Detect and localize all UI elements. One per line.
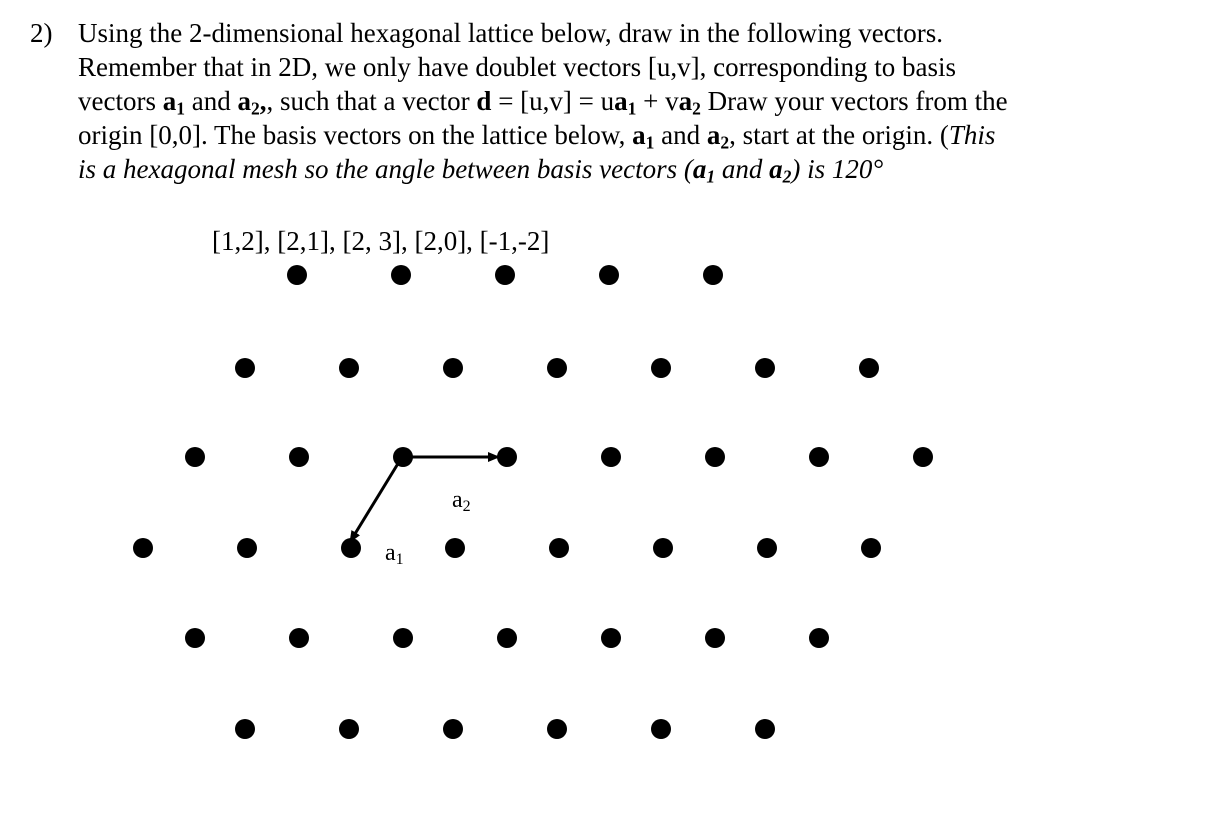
lattice-point bbox=[705, 447, 725, 467]
lattice-point bbox=[653, 538, 673, 558]
lattice-point bbox=[599, 265, 619, 285]
lattice-point bbox=[859, 358, 879, 378]
lattice-point bbox=[445, 538, 465, 558]
lattice-point bbox=[549, 538, 569, 558]
vector-d: d bbox=[476, 86, 492, 116]
lattice-point bbox=[391, 265, 411, 285]
problem-line-3: vectors $a_1$ and $a_2$,, such that a vector $d = [u,v] = ua_1 + va_2$ Draw your vectors from the bbox=[78, 86, 1008, 119]
lattice-point bbox=[289, 447, 309, 467]
lattice-point bbox=[809, 447, 829, 467]
lattice-point bbox=[443, 719, 463, 739]
lattice-point bbox=[703, 265, 723, 285]
lattice-points bbox=[133, 265, 933, 739]
lattice-point bbox=[601, 628, 621, 648]
lattice-point bbox=[339, 719, 359, 739]
lattice-point bbox=[185, 628, 205, 648]
problem-line-4: origin [0,0]. The basis vectors on the lattice below, $a_1$ and $a_2$, start at the origin. (This bbox=[78, 120, 996, 153]
lattice-point bbox=[235, 719, 255, 739]
lattice-point bbox=[235, 358, 255, 378]
lattice-point bbox=[497, 447, 517, 467]
lattice-point bbox=[393, 628, 413, 648]
problem-line-5: is a hexagonal mesh so the angle between basis vectors ($a_1$ and $a_2$) is 120° bbox=[78, 154, 884, 187]
lattice-point bbox=[913, 447, 933, 467]
problem-line-2: Remember that in 2D, we only have doublet vectors [u,v], corresponding to basis bbox=[78, 52, 957, 82]
lattice-point bbox=[547, 719, 567, 739]
basis-vector-a1-arrow bbox=[350, 457, 402, 542]
lattice-point bbox=[339, 358, 359, 378]
label-a1: a1 bbox=[385, 540, 404, 568]
lattice-point bbox=[809, 628, 829, 648]
lattice-point bbox=[287, 265, 307, 285]
lattice-point bbox=[755, 358, 775, 378]
lattice-point bbox=[757, 538, 777, 558]
lattice-point bbox=[861, 538, 881, 558]
lattice-point bbox=[133, 538, 153, 558]
lattice-point bbox=[185, 447, 205, 467]
lattice-point bbox=[755, 719, 775, 739]
lattice-point bbox=[651, 358, 671, 378]
lattice-point bbox=[237, 538, 257, 558]
lattice-point bbox=[705, 628, 725, 648]
lattice-point bbox=[443, 358, 463, 378]
vector-list: [1,2], [2,1], [2, 3], [2,0], [-1,-2] bbox=[212, 226, 550, 256]
lattice-point bbox=[601, 447, 621, 467]
problem-line-1: Using the 2-dimensional hexagonal lattice below, draw in the following vectors. bbox=[78, 18, 944, 48]
lattice-point bbox=[289, 628, 309, 648]
lattice-point bbox=[651, 719, 671, 739]
lattice-point bbox=[495, 265, 515, 285]
lattice-point bbox=[547, 358, 567, 378]
problem-number: 2) bbox=[30, 18, 53, 48]
label-a2: a2 bbox=[452, 487, 471, 515]
lattice-point bbox=[497, 628, 517, 648]
